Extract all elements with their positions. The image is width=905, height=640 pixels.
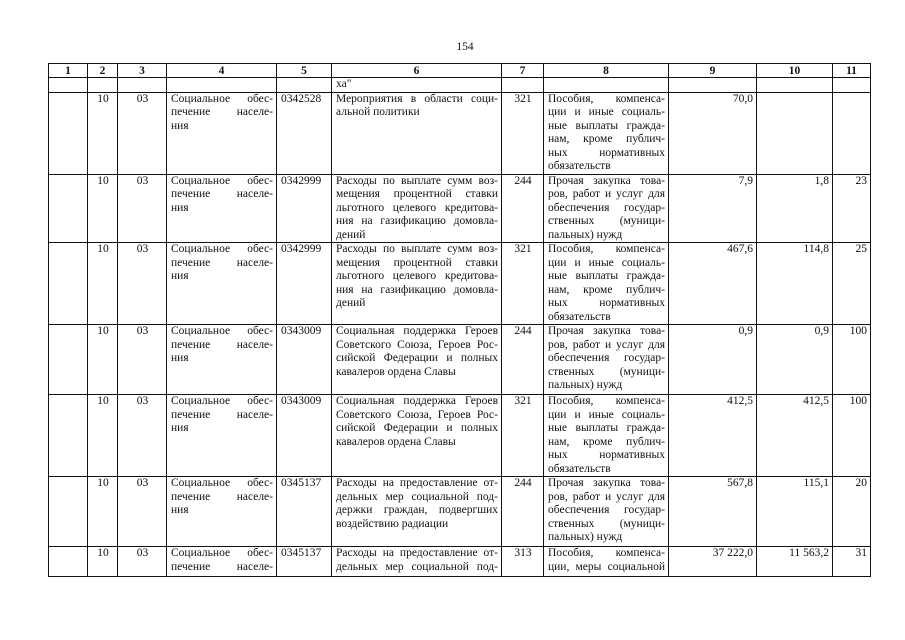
cell-line: печение населе- xyxy=(171,256,273,269)
cell-line: Социальное обес- xyxy=(171,547,273,559)
column-number-header: 11 xyxy=(833,64,871,78)
expense-type-code: 313 xyxy=(502,547,544,577)
cell-line: Расходы на предоставление от- xyxy=(336,547,498,559)
section-code: 10 xyxy=(88,325,118,395)
cell-line: ния xyxy=(171,270,189,282)
cell-line: мещения процентной ставки xyxy=(336,256,498,269)
expense-type-name xyxy=(544,477,669,547)
amount-col10 xyxy=(757,92,833,174)
empty-cell xyxy=(49,395,88,477)
cell-line: печение населе- xyxy=(171,188,273,200)
cell-line: ров, работ и услуг для xyxy=(548,338,665,351)
cell-line: ции, меры социальной xyxy=(548,560,665,573)
cell-line: печение населе- xyxy=(171,560,273,573)
cell-line: ные выплаты гражда- xyxy=(548,119,665,132)
table-row xyxy=(49,477,871,547)
target-item-code: 0342528 xyxy=(277,92,332,174)
cell-line: ственных (муници- xyxy=(548,517,665,530)
cell-line: ния xyxy=(171,201,189,214)
cell-line: дений xyxy=(336,228,366,241)
budget-table xyxy=(48,63,871,577)
target-item-code: 0342999 xyxy=(277,174,332,243)
cell-line: воздействию радиации xyxy=(336,517,449,530)
table-row xyxy=(49,174,871,243)
cell-line: обеспечения государ- xyxy=(548,352,665,364)
cell-line: Пособия, компенса- xyxy=(548,92,665,105)
continued-text: ха" xyxy=(332,78,502,93)
column-number-header: 10 xyxy=(757,64,833,78)
target-item-code: 0345137 xyxy=(277,477,332,547)
cell-line: Расходы по выплате сумм воз- xyxy=(336,243,498,255)
section-code: 10 xyxy=(88,477,118,547)
target-item-name xyxy=(332,325,502,395)
target-item-name xyxy=(332,174,502,243)
cell-line: мещения процентной ставки xyxy=(336,188,498,200)
cell-line: ния xyxy=(171,422,189,434)
empty-cell xyxy=(49,477,88,547)
page-number: 154 xyxy=(456,41,474,53)
amount-col11: 100 xyxy=(833,395,871,477)
subsection-code: 03 xyxy=(118,325,167,395)
target-item-code: 0345137 xyxy=(277,547,332,577)
cell-line: Пособия, компенса- xyxy=(548,243,665,255)
column-number-row xyxy=(49,64,871,78)
cell-line: обязательств xyxy=(548,160,611,172)
empty-cell xyxy=(49,174,88,243)
expense-type-name xyxy=(544,174,669,243)
table-body xyxy=(49,64,871,577)
column-number-header: 2 xyxy=(88,64,118,78)
column-number-header: 4 xyxy=(167,64,277,78)
empty-cell xyxy=(118,78,167,93)
column-number-header: 7 xyxy=(502,64,544,78)
continuation-row xyxy=(49,78,871,93)
cell-line: Социальная поддержка Героев xyxy=(336,395,498,407)
cell-line: ния xyxy=(171,352,189,364)
cell-line: Расходы на предоставление от- xyxy=(336,477,498,489)
cell-line: ные выплаты гражда- xyxy=(548,270,665,282)
amount-col9: 37 222,0 xyxy=(669,547,757,577)
cell-line: ния на газификацию домовла- xyxy=(336,283,498,296)
cell-line: Пособия, компенса- xyxy=(548,395,665,407)
section-name xyxy=(167,395,277,477)
expense-type-name xyxy=(544,243,669,325)
target-item-name xyxy=(332,547,502,577)
amount-col9: 70,0 xyxy=(669,92,757,174)
cell-line: Пособия, компенса- xyxy=(548,547,665,559)
empty-cell xyxy=(167,78,277,93)
cell-line: Прочая закупка това- xyxy=(548,477,665,489)
cell-line: Советского Союза, Героев Рос- xyxy=(336,338,498,351)
cell-line: Прочая закупка това- xyxy=(548,174,665,187)
cell-line: Прочая закупка това- xyxy=(548,325,665,337)
amount-col10: 1,8 xyxy=(757,174,833,243)
cell-line: обеспечения государ- xyxy=(548,504,665,516)
cell-line: ственных (муници- xyxy=(548,365,665,378)
empty-cell xyxy=(502,78,544,93)
amount-col10: 11 563,2 xyxy=(757,547,833,577)
cell-line: льготного целевого кредитова- xyxy=(336,270,498,282)
column-number-header: 6 xyxy=(332,64,502,78)
column-number-header: 5 xyxy=(277,64,332,78)
cell-line: Социальное обес- xyxy=(171,477,273,489)
section-name xyxy=(167,174,277,243)
amount-col10: 114,8 xyxy=(757,243,833,325)
expense-type-code: 321 xyxy=(502,92,544,174)
cell-line: ции и иные социаль- xyxy=(548,408,665,421)
expense-type-code: 244 xyxy=(502,477,544,547)
amount-col11: 25 xyxy=(833,243,871,325)
expense-type-name xyxy=(544,547,669,577)
cell-line: кавалеров ордена Славы xyxy=(336,435,456,448)
amount-col9: 7,9 xyxy=(669,174,757,243)
expense-type-name xyxy=(544,395,669,477)
cell-line: ции и иные социаль- xyxy=(548,106,665,118)
column-number-header: 1 xyxy=(49,64,88,78)
amount-col11: 31 xyxy=(833,547,871,577)
cell-line: Социальное обес- xyxy=(171,174,273,187)
cell-line: кавалеров ордена Славы xyxy=(336,365,456,378)
cell-line: ных нормативных xyxy=(548,146,665,159)
subsection-code: 03 xyxy=(118,477,167,547)
section-code: 10 xyxy=(88,243,118,325)
cell-line: ции и иные социаль- xyxy=(548,256,665,269)
table-row xyxy=(49,92,871,174)
cell-line: альной политики xyxy=(336,106,420,118)
amount-col9: 567,8 xyxy=(669,477,757,547)
cell-line: Социальная поддержка Героев xyxy=(336,325,498,337)
cell-line: печение населе- xyxy=(171,106,273,118)
cell-line: пальных) нужд xyxy=(548,379,623,391)
subsection-code: 03 xyxy=(118,395,167,477)
cell-line: обеспечения государ- xyxy=(548,201,665,214)
target-item-name xyxy=(332,92,502,174)
subsection-code: 03 xyxy=(118,243,167,325)
empty-cell xyxy=(757,78,833,93)
column-number-header: 8 xyxy=(544,64,669,78)
cell-line: ров, работ и услуг для xyxy=(548,490,665,503)
cell-line: Социальное обес- xyxy=(171,325,273,337)
cell-line: обязательств xyxy=(548,462,611,475)
amount-col9: 0,9 xyxy=(669,325,757,395)
expense-type-name xyxy=(544,325,669,395)
column-number-header: 3 xyxy=(118,64,167,78)
amount-col9: 467,6 xyxy=(669,243,757,325)
section-name xyxy=(167,325,277,395)
cell-line: нам, кроме публич- xyxy=(548,133,665,145)
cell-line: ные выплаты гражда- xyxy=(548,422,665,434)
empty-cell xyxy=(669,78,757,93)
subsection-code: 03 xyxy=(118,547,167,577)
cell-line: Социальное обес- xyxy=(171,92,273,105)
cell-line: ния xyxy=(171,504,189,516)
amount-col11: 100 xyxy=(833,325,871,395)
cell-line: сийской Федерации и полных xyxy=(336,422,498,434)
table-row xyxy=(49,325,871,395)
cell-line: ния xyxy=(171,119,189,132)
empty-cell xyxy=(49,78,88,93)
cell-line: дельных мер социальной под- xyxy=(336,490,498,503)
cell-line: обязательств xyxy=(548,310,611,323)
empty-cell xyxy=(49,547,88,577)
expense-type-code: 244 xyxy=(502,174,544,243)
cell-line: Мероприятия в области соци- xyxy=(336,92,498,105)
section-code: 10 xyxy=(88,395,118,477)
cell-line: дений xyxy=(336,297,366,309)
target-item-code: 0343009 xyxy=(277,395,332,477)
amount-col11: 20 xyxy=(833,477,871,547)
cell-line: Расходы по выплате сумм воз- xyxy=(336,174,498,187)
cell-line: сийской Федерации и полных xyxy=(336,352,498,364)
amount-col11: 23 xyxy=(833,174,871,243)
cell-line: льготного целевого кредитова- xyxy=(336,201,498,214)
amount-col10: 412,5 xyxy=(757,395,833,477)
empty-cell xyxy=(49,243,88,325)
table-row xyxy=(49,243,871,325)
target-item-name xyxy=(332,477,502,547)
cell-line: печение населе- xyxy=(171,490,273,503)
section-code: 10 xyxy=(88,547,118,577)
cell-line: нам, кроме публич- xyxy=(548,283,665,296)
cell-line: ных нормативных xyxy=(548,297,665,309)
empty-cell xyxy=(833,78,871,93)
empty-cell xyxy=(88,78,118,93)
expense-type-code: 244 xyxy=(502,325,544,395)
cell-line: ственных (муници- xyxy=(548,215,665,227)
section-name xyxy=(167,477,277,547)
cell-line: печение населе- xyxy=(171,408,273,421)
cell-line: печение населе- xyxy=(171,338,273,351)
section-code: 10 xyxy=(88,174,118,243)
amount-col9: 412,5 xyxy=(669,395,757,477)
cell-line: нам, кроме публич- xyxy=(548,435,665,448)
target-item-code: 0342999 xyxy=(277,243,332,325)
target-item-code: 0343009 xyxy=(277,325,332,395)
cell-line: ных нормативных xyxy=(548,449,665,461)
section-name xyxy=(167,243,277,325)
empty-cell xyxy=(49,92,88,174)
expense-type-name xyxy=(544,92,669,174)
cell-line: пальных) нужд xyxy=(548,228,623,241)
amount-col10: 115,1 xyxy=(757,477,833,547)
cell-line: Социальное обес- xyxy=(171,243,273,255)
subsection-code: 03 xyxy=(118,174,167,243)
empty-cell xyxy=(49,325,88,395)
section-code: 10 xyxy=(88,92,118,174)
cell-line: ров, работ и услуг для xyxy=(548,188,665,200)
cell-line: пальных) нужд xyxy=(548,531,623,543)
cell-line: дельных мер социальной под- xyxy=(336,560,498,573)
table-row xyxy=(49,547,871,577)
section-name xyxy=(167,92,277,174)
empty-cell xyxy=(544,78,669,93)
empty-cell xyxy=(277,78,332,93)
subsection-code: 03 xyxy=(118,92,167,174)
cell-line: Советского Союза, Героев Рос- xyxy=(336,408,498,421)
expense-type-code: 321 xyxy=(502,395,544,477)
target-item-name xyxy=(332,395,502,477)
section-name xyxy=(167,547,277,577)
cell-line: ния на газификацию домовла- xyxy=(336,215,498,227)
amount-col11 xyxy=(833,92,871,174)
cell-line: держки граждан, подвергших xyxy=(336,504,498,516)
table-row xyxy=(49,395,871,477)
target-item-name xyxy=(332,243,502,325)
expense-type-code: 321 xyxy=(502,243,544,325)
cell-line: Социальное обес- xyxy=(171,395,273,407)
column-number-header: 9 xyxy=(669,64,757,78)
amount-col10: 0,9 xyxy=(757,325,833,395)
